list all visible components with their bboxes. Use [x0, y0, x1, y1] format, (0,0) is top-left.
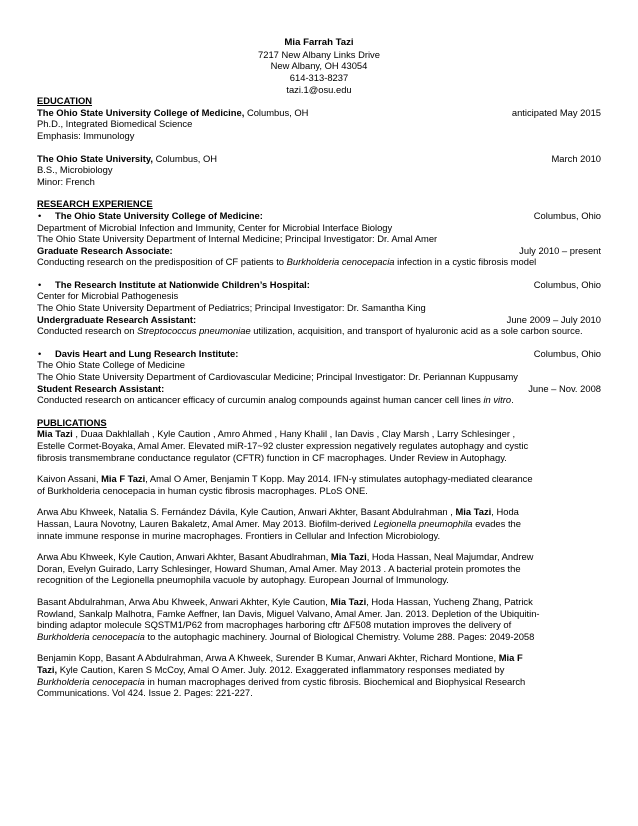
education-heading: EDUCATION — [37, 95, 93, 107]
research-dates: July 2010 – present — [519, 244, 601, 256]
school-location: Columbus, OH — [244, 106, 309, 118]
education-entry — [37, 107, 601, 142]
bullet-icon: • — [38, 209, 42, 221]
school-name: The Ohio State University, — [37, 152, 153, 164]
emphasis-line: Emphasis: Immunology — [37, 129, 135, 141]
address-line-1: 7217 New Albany Links Drive — [258, 48, 380, 60]
publication-entry: Kaivon Assani, Mia F Tazi, Amal O Amer, Benjamin T Kopp. May 2014. IFN-γ stimulates autophagy-mediated clearance of Burkholderia cenocepacia in human cystic fibrosis macrophages. PLoS ONE. — [37, 473, 533, 496]
contact-header — [37, 37, 601, 95]
publication-entry: Basant Abdulrahman, Arwa Abu Khweek, Anwari Akhter, Kyle Caution, Mia Tazi, Hoda Hassan, Yucheng Zhang, Patrick Rowland, Sankalp Malhotra, Famke Aeffner, Ian Davis, Miguel Valvano, Amal Amer. Jan. 2013. Depletion of the Ubiquitin- binding adaptor molecule SQSTM1/P62 from macrophages harboring cftr ΔF508 mutation improves the delivery of Burkholderia cenocepacia to the autophagic machinery. Journal of Biological Chemistry. Volume 288. Pages: 2049-2058 — [37, 595, 540, 642]
research-dept-line: Center for Microbial Pathogenesis — [37, 290, 179, 302]
research-entry — [37, 348, 601, 406]
resume-page — [37, 37, 601, 699]
education-entry — [37, 153, 601, 188]
research-location: Columbus, Ohio — [533, 347, 601, 359]
research-dept-line: The Ohio State University Department of Internal Medicine; Principal Investigator: Dr. Amal Amer — [37, 233, 438, 245]
research-dates: June – Nov. 2008 — [528, 382, 601, 394]
address-line-2: New Albany, OH 43054 — [270, 60, 368, 72]
research-heading: RESEARCH EXPERIENCE — [37, 198, 153, 210]
bullet-icon: • — [38, 347, 42, 359]
publication-entry: Benjamin Kopp, Basant A Abdulrahman, Arwa A Khweek, Surender B Kumar, Anwari Akhter, Richard Montione, Mia F Tazi, Kyle Caution, Karen S McCoy, Amal O Amer. July. 2012. Exaggerated inflammatory responses mediated by Burkholderia cenocepacia in human macrophages derived from cystic fibrosis. Biochemical and Biophysical Research Communications. Vol 424. Issue 2. Pages: 221-227. — [37, 652, 526, 699]
research-dept-line: The Ohio State University Department of Pediatrics; Principal Investigator: Dr. Samantha King — [37, 302, 426, 314]
email-address: tazi.1@osu.edu — [286, 83, 352, 95]
education-date: March 2010 — [551, 152, 601, 164]
degree-line: Ph.D., Integrated Biomedical Science — [37, 118, 193, 130]
research-dept-line: Department of Microbial Infection and Immunity, Center for Microbial Interface Biology — [37, 221, 393, 233]
phone-number: 614-313-8237 — [289, 71, 349, 83]
education-date: anticipated May 2015 — [511, 106, 601, 118]
research-role: Undergraduate Research Assistant: — [37, 313, 197, 325]
research-dept-line: The Ohio State College of Medicine — [37, 359, 185, 371]
research-location: Columbus, Ohio — [533, 278, 601, 290]
research-entry — [37, 210, 601, 268]
research-description: Conducted research on Streptococcus pneumoniae utilization, acquisition, and transport of hyaluronic acid as a sole carbon source. — [37, 325, 583, 337]
research-description: Conducted research on anticancer efficacy of curcumin analog compounds against human cancer cell lines in vitro. — [37, 394, 514, 406]
research-dates: June 2009 – July 2010 — [506, 313, 601, 325]
school-name: The Ohio State University College of Medicine, — [37, 106, 245, 118]
applicant-name: Mia Farrah Tazi — [284, 37, 354, 48]
research-entry — [37, 279, 601, 337]
bullet-icon: • — [38, 278, 42, 290]
school-location: Columbus, OH — [153, 152, 218, 164]
research-description: Conducting research on the predisposition of CF patients to Burkholderia cenocepacia infection in a cystic fibrosis model — [37, 256, 537, 268]
minor-line: Minor: French — [37, 175, 95, 187]
research-org: The Ohio State University College of Medicine: — [55, 209, 263, 221]
publications-heading: PUBLICATIONS — [37, 416, 107, 428]
research-role: Graduate Research Associate: — [37, 244, 173, 256]
research-dept-line: The Ohio State University Department of Cardiovascular Medicine; Principal Investigator: Dr. Periannan Kuppusamy — [37, 371, 518, 383]
publication-entry: Arwa Abu Khweek, Kyle Caution, Anwari Akhter, Basant Abudlrahman, Mia Tazi, Hoda Hassan, Neal Majumdar, Andrew Doran, Evelyn Guirado, Larry Schlesinger, Howard Shuman, Amal Amer. May 2013 . A bacterial protein promotes the recognition of the Legionella pneumophila vacuole by autophagy. European Journal of Immunology. — [37, 551, 534, 586]
research-org: The Research Institute at Nationwide Children’s Hospital: — [55, 278, 310, 290]
publication-entry: Mia Tazi , Duaa Dakhlallah , Kyle Caution , Amro Ahmed , Hany Khalil , Ian Davis , Clay Marsh , Larry Schlesinger , Estelle Cormet-Boyaka, Amal Amer. Elevated miR-17~92 cluster expression negatively regulates autophagy and cystic fibrosis transmembrane conductance regulator (CFTR) function in CF macrophages. Under Review in Autophagy. — [37, 428, 529, 463]
research-role: Student Research Assistant: — [37, 382, 165, 394]
degree-line: B.S., Microbiology — [37, 164, 113, 176]
research-org: Davis Heart and Lung Research Institute: — [55, 347, 239, 359]
research-location: Columbus, Ohio — [533, 209, 601, 221]
publication-entry: Arwa Abu Khweek, Natalia S. Fernández Dávila, Kyle Caution, Anwari Akhter, Basant Abdulrahman , Mia Tazi, Hoda Hassan, Laura Novotny, Lauren Bakaletz, Amal Amer. May 2013. Biofilm-derived Legionella pneumophila evades the innate immune response in murine macrophages. Frontiers in Cellular and Infection Microbiology. — [37, 506, 521, 541]
